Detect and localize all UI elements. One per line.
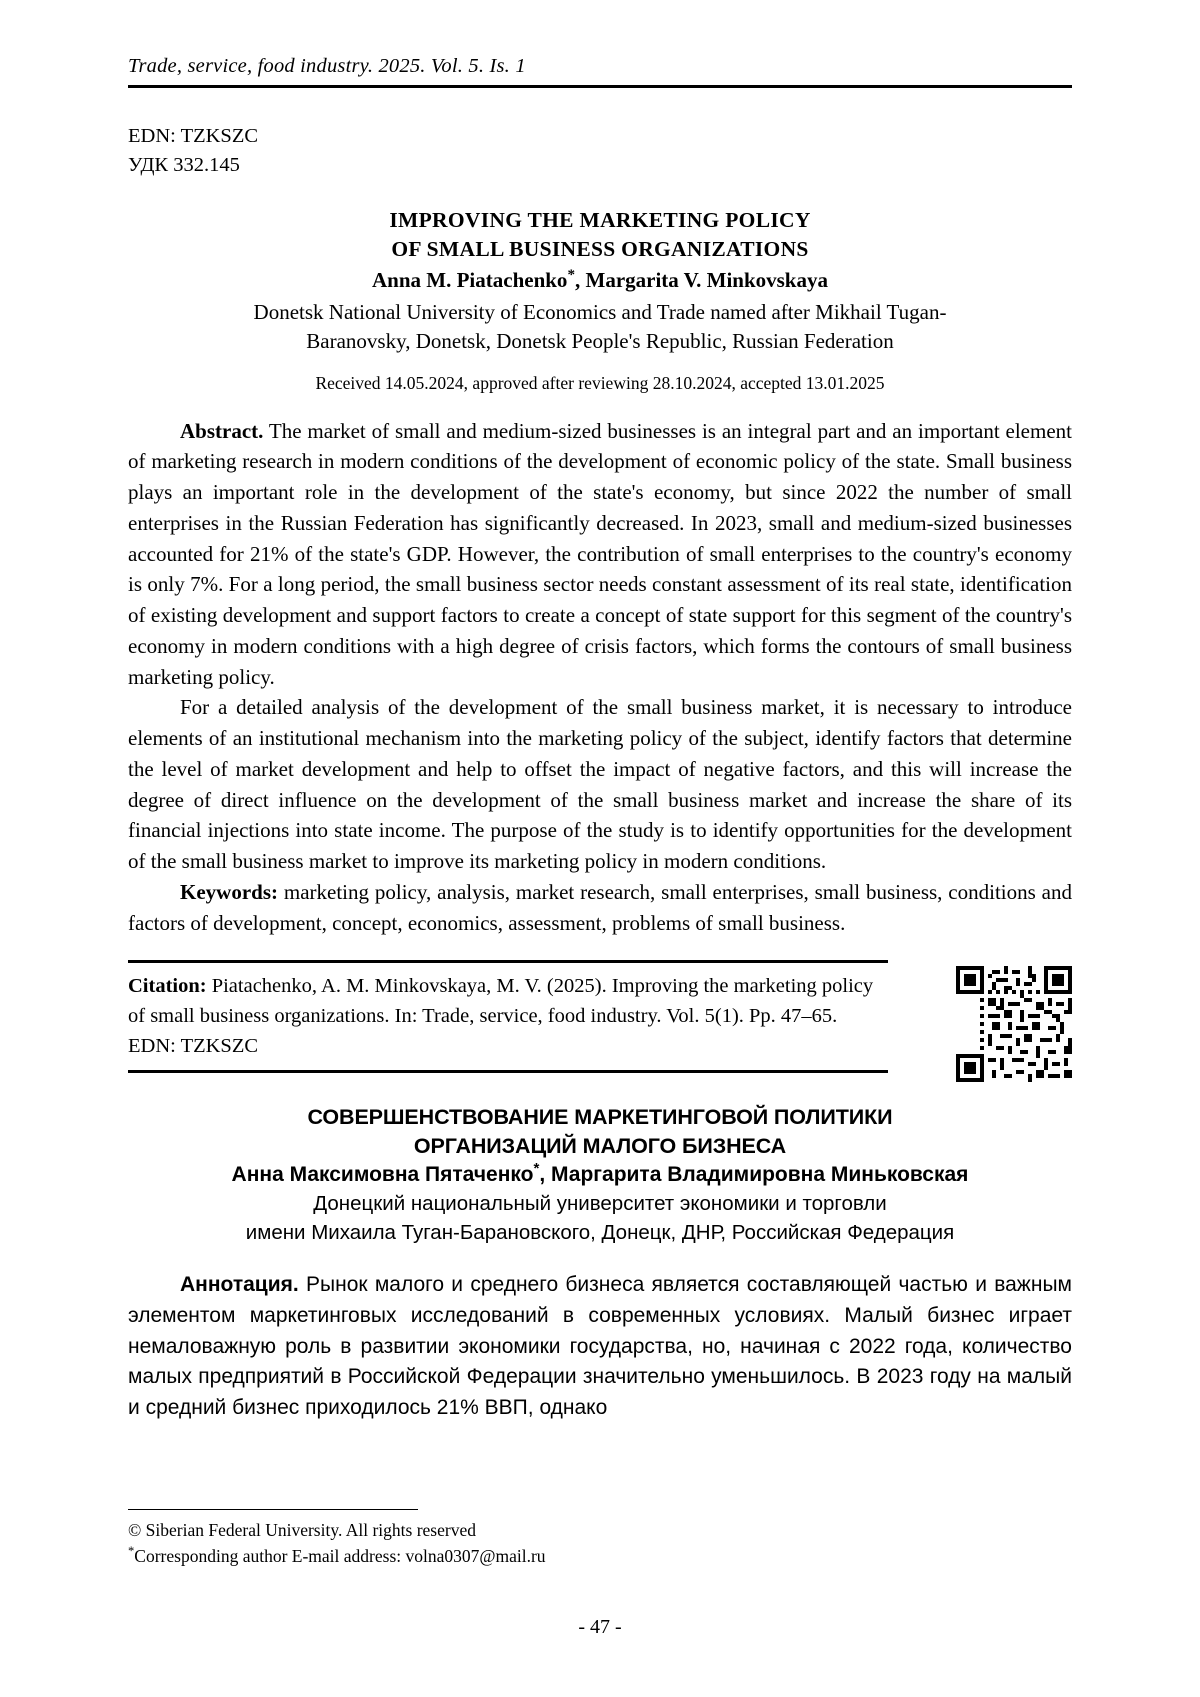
paper-title-ru-line1: СОВЕРШЕНСТВОВАНИЕ МАРКЕТИНГОВОЙ ПОЛИТИКИ (307, 1105, 893, 1130)
footnote-rule (128, 1509, 418, 1510)
running-head: Trade, service, food industry. 2025. Vol. 5. Is. 1 (128, 55, 526, 77)
abstract-paragraph-2: For a detailed analysis of the development of the small business market, it is necessary to introduce elements of an institutional mechanism into the marketing policy of the subject, identify factors that determine the level of market development and help to offset the impact of negative factors, and this will increase the degree of direct influence on the development of the small business market and increase the share of its financial injections into state income. The purpose of the study is to identify opportunities for the development of the small business market to improve its marketing policy in modern conditions. (128, 695, 1072, 874)
affiliation-en-line1: Donetsk National University of Economics and Trade named after Mikhail Tugan- (253, 299, 947, 324)
identifiers-block (128, 122, 1072, 180)
footnotes (128, 1509, 1072, 1569)
footnote-copyright: © Siberian Federal University. All rights reserved (128, 1520, 476, 1541)
citation-label: Citation: (128, 975, 207, 998)
submission-dates: Received 14.05.2024, approved after reviewing 28.10.2024, accepted 13.01.2025 (315, 372, 885, 393)
footnote-corresponding-text: Corresponding author E-mail address: volna0307@mail.ru (134, 1545, 546, 1566)
paper-title-en-line1: IMPROVING THE MARKETING POLICY (389, 208, 811, 233)
abstract-ru-paragraph (128, 1270, 1072, 1424)
footnote-star-icon: * (128, 1543, 135, 1558)
affiliation-en (128, 298, 1072, 356)
affiliation-ru-line2: имени Михаила Туган-Барановского, Донецк, ДНР, Российская Федерация (245, 1221, 955, 1245)
author-ru-second: , Маргарита Владимировна Миньковская (539, 1163, 969, 1187)
citation-body: Piatachenko, A. M. Minkovskaya, M. V. (2025). Improving the marketing policy of small business organizations. In: Trade, service, food industry. Vol. 5(1). Pp. 47–65. EDN: TZKSZC (128, 975, 874, 1057)
affiliation-en-line2: Baranovsky, Donetsk, Donetsk People's Republic, Russian Federation (306, 328, 894, 353)
corresponding-author-marker: * (567, 267, 575, 284)
abstract-text-1: The market of small and medium-sized businesses is an integral part and an important element of marketing research in modern conditions of the development of economic policy of the state. Small business plays an important role in the development of the state's economy, but since 2022 the number of small enterprises in the Russian Federation has significantly decreased. In 2023, small and medium-sized businesses accounted for 21% of the state's GDP. However, the contribution of small enterprises to the country's economy is only 7%. For a long period, the small business sector needs constant assessment of its real state, identification of existing development and support factors to create a concept of state support for this segment of the country's economy in modern conditions with a high degree of crisis factors, which forms the contours of small business marketing policy. (128, 418, 1072, 689)
citation-block (128, 960, 1072, 1073)
affiliation-ru (128, 1190, 1072, 1247)
author-en-second: , Margarita V. Minkovskaya (575, 268, 828, 293)
corresponding-author-marker-ru: * (533, 1160, 540, 1178)
paper-title-en-line2: OF SMALL BUSINESS ORGANIZATIONS (391, 237, 809, 262)
citation-rule-bottom (128, 1070, 888, 1073)
page-number: - 47 - (578, 1616, 622, 1638)
citation-text (128, 963, 888, 1070)
spacer (128, 1248, 1072, 1270)
keywords-label: Keywords: (180, 879, 278, 904)
keywords-paragraph (128, 877, 1072, 939)
author-en-first: Anna M. Piatachenko (372, 268, 568, 293)
running-head-rule (128, 85, 1072, 88)
footnote-corresponding (128, 1544, 1072, 1569)
affiliation-ru-line1: Донецкий национальный университет экономики и торговли (313, 1192, 887, 1216)
authors-ru (128, 1160, 1072, 1187)
udk-code: УДК 332.145 (128, 154, 240, 177)
keywords-text: marketing policy, analysis, market research, small enterprises, small business, conditions and factors of development, concept, economics, assessment, problems of small business. (128, 879, 1072, 935)
abstract-paragraph-1 (128, 416, 1072, 693)
edn-code: EDN: TZKSZC (128, 125, 259, 147)
paper-title-ru (128, 1103, 1072, 1161)
author-ru-first: Анна Максимовна Пятаченко (231, 1163, 534, 1187)
abstract-label: Abstract. (180, 418, 264, 443)
authors-en (128, 266, 1072, 294)
paper-title-en (128, 206, 1072, 264)
qr-code-icon (956, 966, 1072, 1082)
abstract-ru-label: Аннотация. (180, 1272, 299, 1296)
paper-title-ru-line2: ОРГАНИЗАЦИЙ МАЛОГО БИЗНЕСА (413, 1134, 787, 1159)
abstract-ru-text: Рынок малого и среднего бизнеса является составляющей частью и важным элементом маркетинговых исследований в современных условиях. Малый бизнес играет немаловажную роль в развитии экономики государства, но, начиная с 2022 года, количество малых предприятий в Российской Федерации значительно уменьшилось. В 2023 году на малый и средний бизнес приходилось 21% ВВП, однако (128, 1272, 1072, 1420)
